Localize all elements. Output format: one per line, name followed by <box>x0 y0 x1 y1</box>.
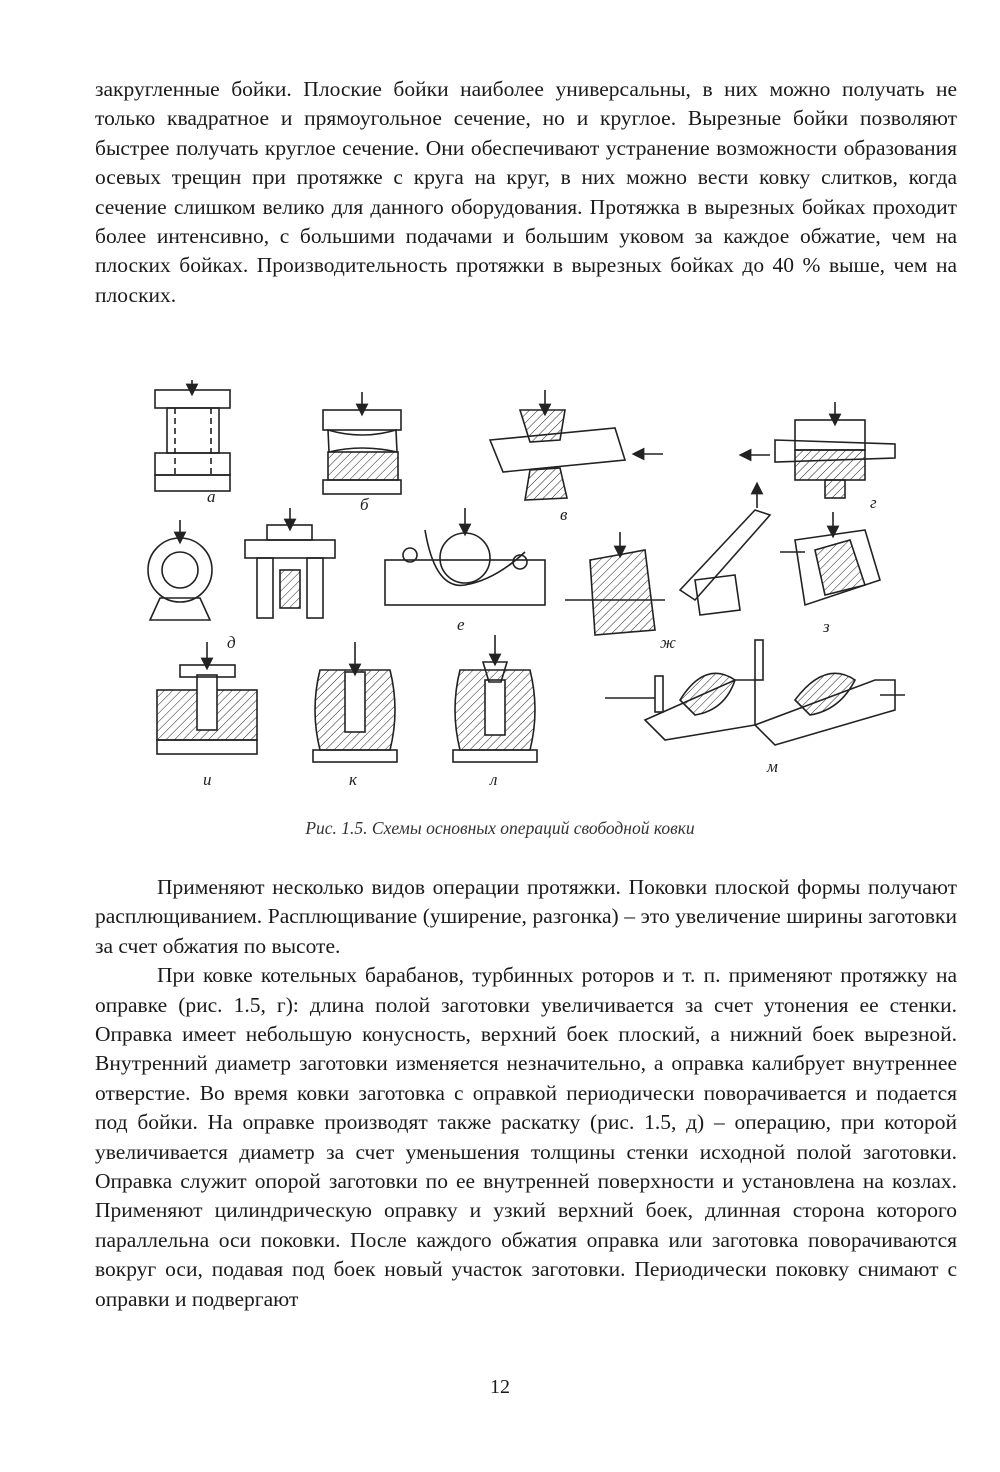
body-text-bottom <box>95 873 957 1314</box>
sketch-e <box>385 508 545 605</box>
label-a: а <box>207 487 216 506</box>
sketch-g <box>745 402 895 498</box>
label-b: б <box>360 495 369 514</box>
sketch-zh <box>565 488 770 635</box>
label-i: и <box>203 770 212 789</box>
label-v: в <box>560 505 568 524</box>
sketch-z <box>780 512 880 605</box>
figure-drawing <box>135 380 905 795</box>
sketch-v <box>490 390 663 500</box>
label-z: з <box>823 617 830 636</box>
paragraph-continuation: закругленные бойки. Плоские бойки наиболее универсальны, в них можно получать не только квадратное и прямоугольное сечение, но и круглое. Вырезные бойки позволяют быстрее получать круглое сечение. Они обеспечивают устранение возможности образования осевых трещин при протяжке с круга на круг, в них можно вести ковку слитков, когда сечение слишком велико для данного оборудования. Протяжка в вырезных бойках проходит более интенсивно, с большими подачами и большим уковом за каждое обжатие, чем на плоских бойках. Производительность протяжки в вырезных бойках до 40 % выше, чем на плоских. <box>95 77 957 307</box>
page-number: 12 <box>490 1376 510 1398</box>
label-k: к <box>349 770 357 789</box>
label-zh: ж <box>660 633 676 652</box>
sketch-l <box>453 635 537 762</box>
label-m: м <box>767 757 778 776</box>
sketch-a <box>155 380 230 491</box>
label-g: г <box>870 493 877 512</box>
paragraph: При ковке котельных барабанов, турбинных роторов и т. п. применяют протяжку на оправке (рис. 1.5, г): длина полой заготовки увеличивается за счет утонения ее стенки. Оправка имеет небольшую конусность, верхний боек плоский, а нижний боек вырезной. Внутренний диаметр заготовки изменяется незначительно, а оправка калибрует внутреннее отверстие. Во время ковки заготовка с оправкой периодически поворачивается и подается под бойки. На оправке производят также раскатку (рис. 1.5, д) – операцию, при которой увеличивается диаметр за счет уменьшения толщины стенки исходной полой заготовки. Оправка служит опорой заготовки по ее внутренней поверхности и установлена на козлах. Применяют цилиндрическую оправку и узкий верхний боек, длинная сторона которого параллельна оси поковки. После каждого обжатия оправка или заготовка поворачиваются вокруг оси, подавая под боек новый участок заготовки. Периодически поковку снимают с оправки и подвергают <box>95 963 957 1311</box>
sketch-m <box>605 640 905 745</box>
sketch-k <box>313 642 397 762</box>
label-d: д <box>227 633 236 652</box>
sketch-i <box>157 642 257 754</box>
label-l: л <box>490 770 498 789</box>
body-text-top <box>95 75 957 310</box>
sketch-b <box>323 392 401 494</box>
figure-caption: Рис. 1.5. Схемы основных операций свободной ковки <box>305 818 695 838</box>
label-e: е <box>457 615 465 634</box>
sketch-d <box>148 508 335 620</box>
forging-operations-figure <box>135 380 905 795</box>
paragraph: Применяют несколько видов операции протяжки. Поковки плоской формы получают расплющиванием. Расплющивание (уширение, разгонка) – это увеличение ширины заготовки за счет обжатия по высоте. <box>95 875 957 958</box>
